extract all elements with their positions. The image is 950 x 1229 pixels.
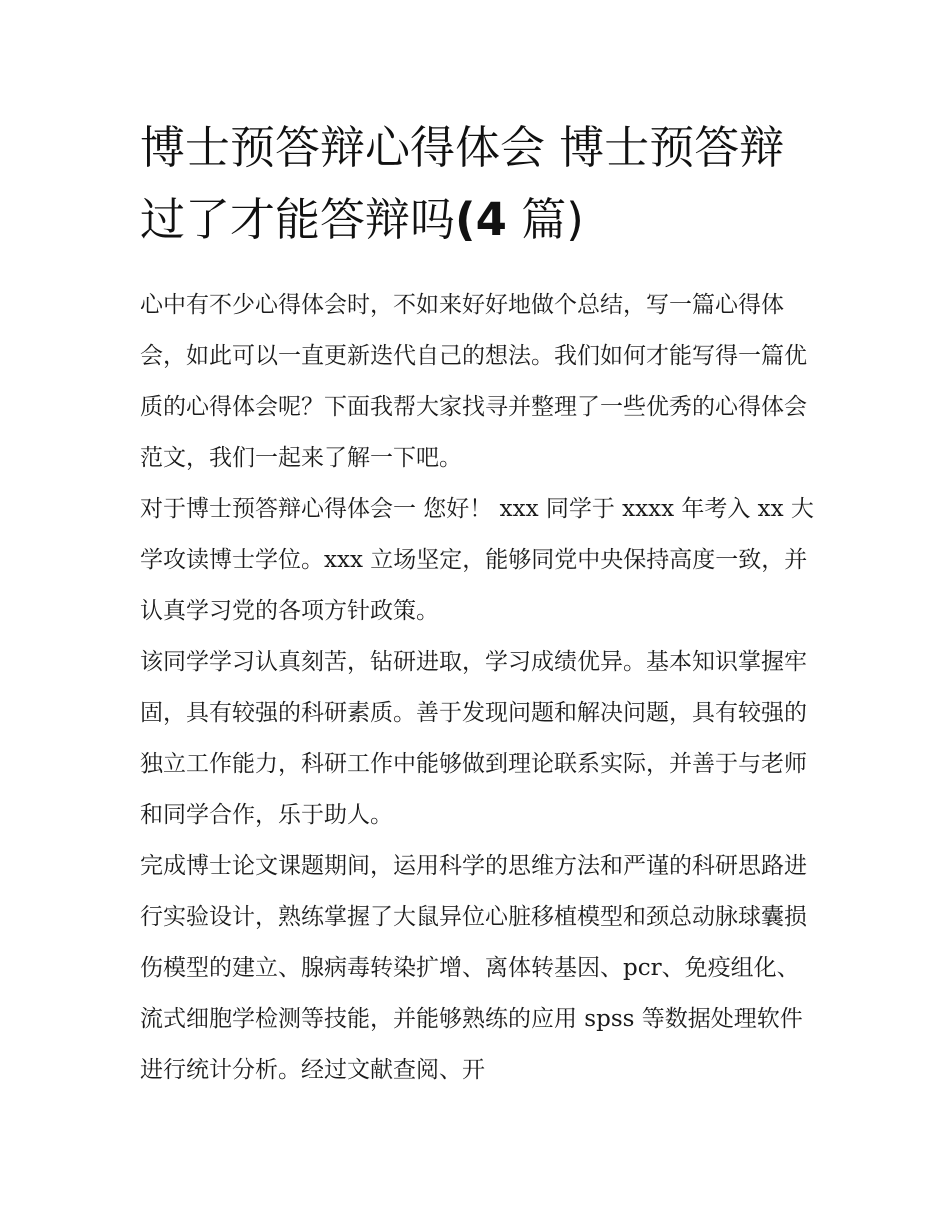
- title-suffix: 篇): [506, 193, 584, 246]
- paragraph-research-skills: 完成博士论文课题期间，运用科学的思维方法和严谨的科研思路进行实验设计，熟练掌握了大鼠异位心脏移植模型和颈总动脉球囊损伤模型的建立、腺病毒转染扩增、离体转基因、pcr、免疫组化、流式细胞学检测等技能，并能够熟练的应用 spss 等数据处理软件进行统计分析。经过文献查阅、开: [140, 853, 807, 1083]
- paragraph-study-performance: 该同学学习认真刻苦，钻研进取，学习成绩优异。基本知识掌握牢固，具有较强的科研素质。善于发现问题和解决问题，具有较强的独立工作能力，科研工作中能够做到理论联系实际，并善于与老师和同学合作，乐于助人。: [140, 649, 807, 828]
- document-title: [140, 112, 820, 256]
- paragraph-letter-opening: 对于博士预答辩心得体会一 您好！ xxx 同学于 xxxx 年考入 xx 大学攻读博士学位。xxx 立场坚定，能够同党中央保持高度一致，并认真学习党的各项方针政策。: [140, 496, 814, 624]
- title-text: 博士预答辩心得体会 博士预答辩过了才能答辩吗: [140, 121, 785, 246]
- document-body: [140, 280, 820, 1096]
- paragraph-intro: 心中有不少心得体会时，不如来好好地做个总结，写一篇心得体会，如此可以一直更新迭代自己的想法。我们如何才能写得一篇优质的心得体会呢？下面我帮大家找寻并整理了一些优秀的心得体会范文，我们一起来了解一下吧。: [140, 292, 807, 471]
- title-count: (4: [455, 193, 507, 246]
